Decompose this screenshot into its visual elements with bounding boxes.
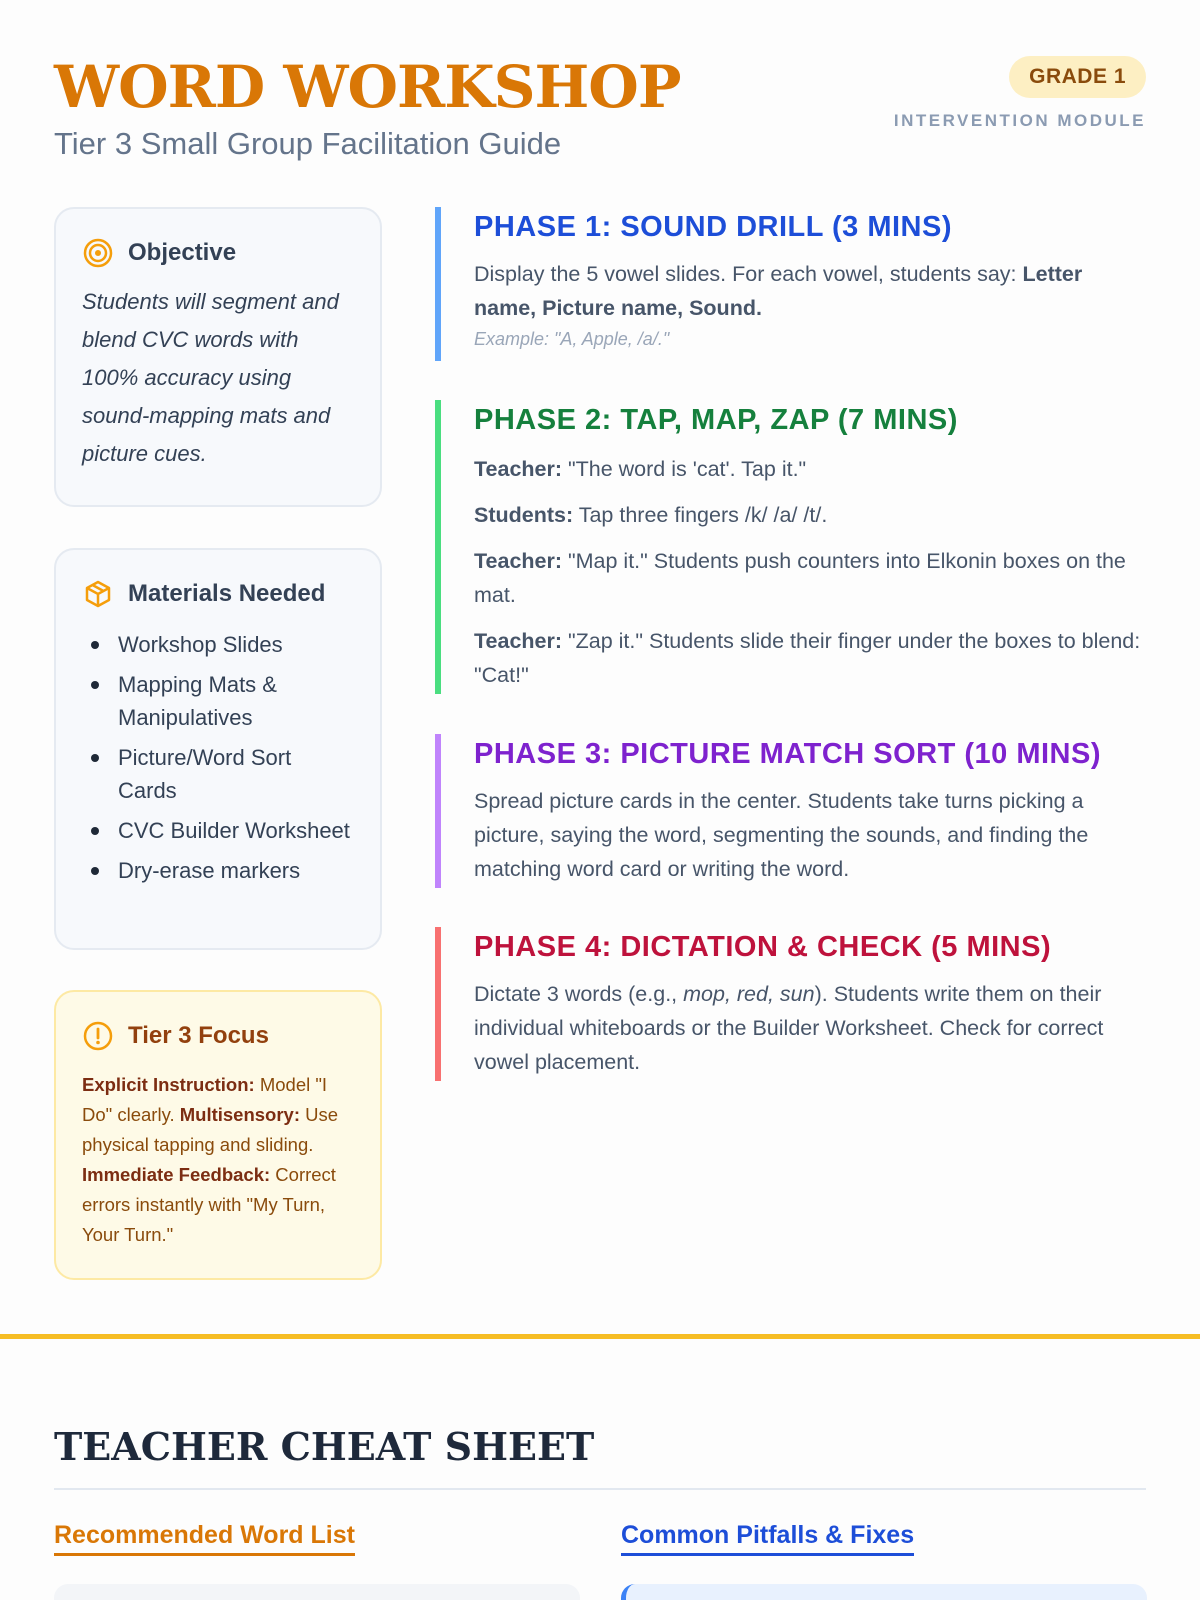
section-divider [0, 1334, 1200, 1339]
dialogue-line [474, 544, 1147, 612]
cheat-sheet-title: TEACHER CHEAT SHEET [54, 1424, 595, 1469]
objective-card [54, 207, 382, 507]
list-item: Workshop Slides [82, 628, 354, 661]
phase-title: PHASE 3: PICTURE MATCH SORT (10 MINS) [474, 738, 1102, 770]
focus-detail: Use physical tapping and sliding. [82, 1104, 339, 1155]
focus-text [82, 1070, 354, 1250]
page-header [54, 53, 1146, 166]
speaker-label: Students: [474, 503, 574, 527]
list-item: Picture/Word Sort Cards [82, 741, 354, 807]
phase-title: PHASE 1: SOUND DRILL (3 MINS) [474, 211, 953, 243]
alert-circle-icon [82, 1020, 114, 1052]
page-subtitle: Tier 3 Small Group Facilitation Guide [54, 126, 562, 161]
phase-text [474, 977, 1147, 1079]
focus-detail: Correct errors instantly with "My Turn, Your Turn." [82, 1164, 336, 1245]
cheat-sheet-rule [54, 1488, 1146, 1490]
grade-badge: GRADE 1 [1009, 56, 1146, 98]
pitfalls-panel [621, 1584, 1147, 1600]
objective-title: Objective [128, 239, 237, 266]
dialogue-line [474, 452, 1147, 486]
objective-text: Students will segment and blend CVC words with 100% accuracy using sound-mapping mats and picture cues. [82, 289, 339, 466]
phase-title: PHASE 2: TAP, MAP, ZAP (7 MINS) [474, 404, 958, 436]
page-title: WORD WORKSHOP [54, 53, 681, 121]
focus-title: Tier 3 Focus [128, 1022, 269, 1049]
phase-title: PHASE 4: DICTATION & CHECK (5 MINS) [474, 931, 1052, 963]
list-item: CVC Builder Worksheet [82, 814, 354, 847]
focus-label: Multisensory: [179, 1104, 301, 1125]
word-list-heading: Recommended Word List [54, 1521, 355, 1556]
dialogue-line [474, 624, 1147, 692]
phase-body: ). Students write them on their individual whiteboards or the Builder Worksheet. Check for correct vowel placement. [474, 982, 1104, 1074]
phase-emphasis: Letter name, Picture name, Sound. [474, 262, 1083, 320]
materials-card [54, 548, 382, 950]
phase-3 [435, 734, 1147, 888]
dialogue-line [474, 498, 1147, 532]
phase-example: Example: "A, Apple, /a/." [474, 329, 670, 349]
materials-heading [82, 578, 354, 610]
speaker-label: Teacher: [474, 457, 563, 481]
word-list-panel [54, 1584, 580, 1600]
materials-list [82, 628, 354, 887]
tier3-focus-card [54, 990, 382, 1280]
target-icon [82, 237, 114, 269]
phase-text [474, 257, 1147, 325]
phase-1 [435, 207, 1147, 361]
objective-heading [82, 237, 354, 269]
phase-text: Spread picture cards in the center. Students take turns picking a picture, saying the word, segmenting the sounds, and finding the matching word card or writing the word. [474, 789, 1089, 881]
dialogue-text: "Map it." Students push counters into Elkonin boxes on the mat. [474, 549, 1126, 607]
focus-label: Immediate Feedback: [82, 1164, 271, 1185]
phase-body: Dictate 3 words (e.g., [474, 982, 684, 1006]
speaker-label: Teacher: [474, 549, 563, 573]
module-label: INTERVENTION MODULE [893, 111, 1146, 130]
dialogue-text: "Zap it." Students slide their finger under the boxes to blend: "Cat!" [474, 629, 1141, 687]
materials-title: Materials Needed [128, 580, 326, 607]
focus-heading [82, 1020, 354, 1052]
list-item: Mapping Mats & Manipulatives [82, 668, 354, 734]
example-words: mop, red, sun [683, 982, 815, 1006]
phase-4 [435, 927, 1147, 1081]
focus-detail: Model "I Do" clearly. [82, 1074, 328, 1125]
phase-2 [435, 400, 1147, 694]
dialogue-text: "The word is 'cat'. Tap it." [562, 457, 807, 481]
pitfalls-heading: Common Pitfalls & Fixes [621, 1521, 914, 1556]
list-item: Dry-erase markers [82, 854, 354, 887]
speaker-label: Teacher: [474, 629, 563, 653]
focus-label: Explicit Instruction: [82, 1074, 255, 1095]
dialogue-text: Tap three fingers /k/ /a/ /t/. [573, 503, 828, 527]
box-icon [82, 578, 114, 610]
phase-body: Display the 5 vowel slides. For each vowel, students say: [474, 262, 1023, 286]
